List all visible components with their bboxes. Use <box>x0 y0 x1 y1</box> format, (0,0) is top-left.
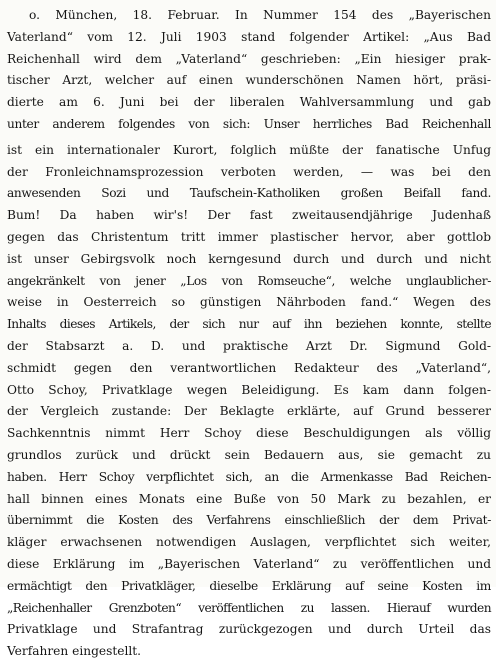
text-line: ermächtigt den Privatkläger, dieselbe Erklärung auf seine Kosten im <box>7 578 491 593</box>
text-line: haben. Herr Schoy verpflichtet sich, an die Armenkasse Bad Reichen- <box>7 469 491 484</box>
text-line: anwesenden Sozi und Taufschein-Katholiken großen Beifall fand. <box>7 186 491 201</box>
text-line: angekränkelt von jener „Los von Romseuche“, welche unglaublicher- <box>7 273 491 288</box>
text-line: diese Erklärung im „Bayerischen Vaterland“ zu veröffentlichen und <box>7 556 491 571</box>
text-line: ist ein internationaler Kurort, folglich müßte der fanatische Unfug <box>7 142 491 157</box>
text-line: grundlos zurück und drückt sein Bedauern aus, sie gemacht zu <box>7 447 491 462</box>
text-line: Otto Schoy, Privatklage wegen Beleidigung. Es kam dann folgen- <box>7 382 491 397</box>
text-line: hall binnen eines Monats eine Buße von 50 Mark zu bezahlen, er <box>7 491 491 506</box>
text-line: Privatklage und Strafantrag zurückgezogen und durch Urteil das <box>7 622 491 637</box>
text-line: übernimmt die Kosten des Verfahrens einschließlich der dem Privat- <box>7 513 491 528</box>
text-line: Verfahren eingestellt. <box>7 644 142 659</box>
text-line: Sachkenntnis nimmt Herr Schoy diese Beschuldigungen als völlig <box>7 426 491 441</box>
text-line: Bum! Da haben wir's! Der fast zweitausendjährige Judenhaß <box>7 208 491 223</box>
text-line: „Reichenhaller Grenzboten“ veröffentlichen zu lassen. Hierauf wurden <box>7 600 491 615</box>
text-line: gegen das Christentum tritt immer plastischer hervor, aber gottlob <box>7 229 491 244</box>
text-line: schmidt gegen den verantwortlichen Redakteur des „Vaterland“, <box>7 360 491 375</box>
text-line: Inhalts dieses Artikels, der sich nur auf ihn beziehen konnte, stellte <box>7 317 491 332</box>
text-line: der Vergleich zustande: Der Beklagte erklärte, auf Grund besserer <box>7 404 491 419</box>
text-line: o. München, 18. Februar. In Nummer 154 des „Bayerischen <box>29 8 491 22</box>
text-line: Vaterland“ vom 12. Juli 1903 stand folgender Artikel: „Aus Bad <box>7 29 491 44</box>
text-line: der Stabsarzt a. D. und praktische Arzt Dr. Sigmund Gold- <box>7 338 491 353</box>
text-line: ist unser Gebirgsvolk noch kerngesund durch und durch und nicht <box>7 251 491 266</box>
text-line: tischer Arzt, welcher auf einen wunderschönen Namen hört, präsi- <box>7 73 491 88</box>
text-line: kläger erwachsenen notwendigen Auslagen, verpflichtet sich weiter, <box>7 535 491 550</box>
text-line: der Fronleichnamsprozession verboten werden, — was bei den <box>7 164 491 179</box>
text-line: Reichenhall wird dem „Vaterland“ geschrieben: „Ein hiesiger prak- <box>7 51 491 66</box>
article-text <box>7 5 491 663</box>
text-line: dierte am 6. Juni bei der liberalen Wahlversammlung und gab <box>7 95 491 110</box>
text-line: unter anderem folgendes von sich: Unser herrliches Bad Reichenhall <box>7 116 491 131</box>
text-line: weise in Oesterreich so günstigen Nährboden fand.“ Wegen des <box>7 295 491 310</box>
